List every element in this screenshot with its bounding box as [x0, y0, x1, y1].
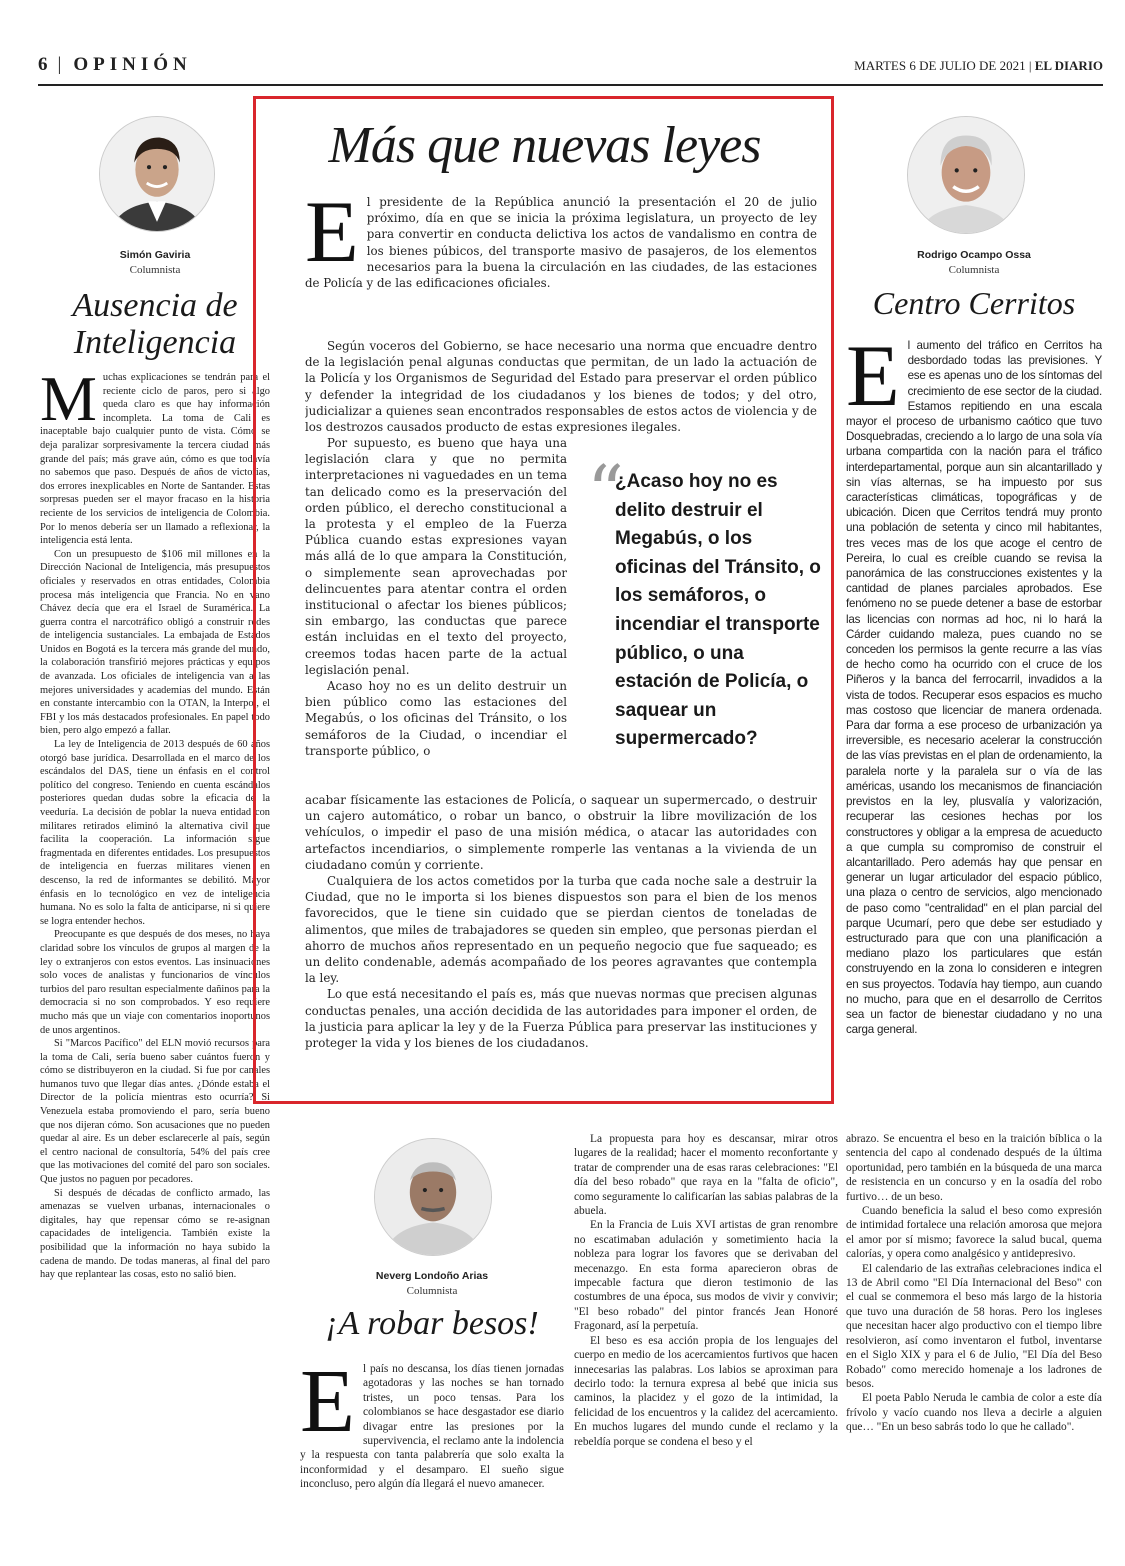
column-body-left — [40, 371, 270, 1551]
section-name: OPINIÓN — [73, 54, 192, 75]
author-photo-neverg-londono — [374, 1138, 492, 1256]
drop-cap: E — [846, 338, 900, 425]
editorial-paragraph — [305, 194, 817, 291]
page-number: 6 — [38, 54, 48, 75]
article-paragraph: abrazo. Se encuentra el beso en la traición bíblica o la sentencia del capo al condenado después de la última oportunidad, pero también en la búsqueda de una marca de resistencia en un concurso y en la osadía del robo furtivo… de un beso. — [846, 1133, 1102, 1203]
editorial-intro — [305, 194, 817, 338]
article-col-2 — [574, 1132, 838, 1552]
article-paragraph: Cuando beneficia la salud el beso como expresión de intimidad fortalece una relación amorosa que mejora el amor por sí mismo; favorece la salud bucal, quema calorías, y opera como analgésico y antidepresivo. — [846, 1205, 1102, 1261]
author-role: Columnista — [406, 1285, 458, 1297]
portrait-icon — [908, 117, 1024, 233]
column-body-right — [846, 338, 1102, 1088]
editorial-body-bottom — [305, 792, 817, 1092]
article-paragraph: El calendario de las extrañas celebraciones indica el 13 de Abril como "El Día Internacional del Beso" con el cual se conmemora el beso más largo de la historia que tuvo una duración de 58 horas. Pero los ingleses que necesitan hacer algo productivo con el tiempo libre resolvieron, así como inventaron el futbol, inventarse en el Siglo XIX y para el 6 de Julio, "El Día del Beso Robado" como merecido homenaje a los ladrones de besos. — [846, 1262, 1102, 1390]
author-photo-rodrigo-ocampo — [907, 116, 1025, 234]
drop-cap: M — [40, 371, 97, 434]
editorial-paragraph: Lo que está necesitando el país es, más que nuevas normas que precisen algunas conductas penales, una acción decidida de las autoridades para imponer el orden, de la justicia para aplicar la ley y de la Fuerza Pública para preservar las instituciones y proteger la vida y los bienes de los ciudadanos. — [305, 987, 817, 1051]
column-paragraph — [40, 371, 270, 548]
paragraph-text: l aumento del tráfico en Cerritos ha desbordado todas las previsiones. Y ese es apenas uno de los síntomas del crecimiento de ese sector de la ciudad. Estamos repitiendo en una escala mayor el proceso de urbanismo caótico que tuvo Dosquebradas, creciendo a lo largo de una sola vía urbana compartida con la nación para el tráfico interdepartamental, porque aun sin alcantarillado y sin vías alternas, se ha impuesto por sus características climáticas, topográficas y de ubicación. Dicen que Cerritos tendrá muy pronto una población de setenta y cinco mil habitantes, tres veces mas de los que acoge el centro de Pereira, lo cual es creíble cuando se revisa la panorámica de las construcciones existentes y la cantidad de planes parciales aprobados. Ese fenómeno no se puede detener a base de estorbar las licencias con normas ad hoc, ni lo hará la Cárder cuidando maleza, pues cuando no se conceden los permisos la gente recurre a las vías de hecho como ha ocurrido con el cruce de los Piñeros y la banca del ferrocarril, invadidos a la vista de todos. Recuperar esos espacios es mucho mas costoso que licenciar de manera ordenada. Para dar forma a ese proceso de urbanización ya irreversible, es necesario acelerar la construcción de las vías previstas en el plan de ordenamiento, la paralela norte y la paralela sur o vía de las américas, usando los mecanismos de financiación previstos en la ley, plusvalía y valorización, recuperar las cesiones hechas por los constructores y obligar a la empresa de acueducto a que cumpla su compromiso de construir el alcantarillado. Pero además hay que pensar en generar un lugar articulador del espacio público, una plaza o centro de servicios, algo mencionado de paso como "centralidad" en el plan parcial del parque Ucumarí, pero que debe ser estudiado y estructurado para que con una planificación a mediano plazo los particulares que están construyendo en la zona lo consideren e integren en sus proyectos. Todavía hay tiempo, aun cuando no mucho, para que en el desarrollo de Cerritos sea un factor de bienestar ciudadano y no una carga general. — [846, 339, 1102, 1037]
author-role: Columnista — [948, 264, 1000, 276]
editorial-paragraph-cont: acabar físicamente las estaciones de Policía, o saquear un supermercado, o destruir un cajero automático, o robar un banco, o obstruir la libre movilización de los vehículos, o impedir el paso de una misión médica, o atacar las autoridades con artefactos incendiarios, o simplemente romperle las ventanas a la vivienda de un ciudadano común y corriente. — [305, 793, 817, 872]
column-paragraph: Si "Marcos Pacífico" del ELN movió recursos para la toma de Cali, sería bueno saber cuántos fueron y cómo se distribuyeron en la ciudad. Si fue por canales humanos tuvo que llegar días antes. ¿Dónde estaba el Director de la policía mientras esto ocurría? Si Venezuela estaba promoviendo el paro, sería bueno que nos dijeran cómo. Son acusaciones que no pueden quedar al aire. Es un deber esclarecerle al país, según el centro nacional de consultoría, 54% del país cree que las motivaciones del comité del paro son sociales. Que justos no paguen por pecadores. — [40, 1038, 270, 1186]
editorial-title: Más que nuevas leyes — [328, 117, 761, 174]
article-paragraph: La propuesta para hoy es descansar, mirar otros lugares de la realidad; hacer el momento reconfortante y tratar de comprender una de esas raras celebraciones: "El día del beso robado" que raya en la "falta de oficio", como seguramente lo calificarían las sabias palabras de la abuela. — [574, 1133, 838, 1218]
editorial-paragraph: Por supuesto, es bueno que haya una legislación clara y que no permita interpretaciones ni vaguedades en un tema tan delicado como es la preservación del orden público, el derecho constitucional a la protesta y el empleo de la Fuerza Pública cuando estas expresiones vayan más allá de lo que ampara la Constitución, o simplemente sean aprovechadas por delincuentes para atentar contra el orden institucional o afectar los bienes públicos; sin embargo, las conductas que parece están incluidas en el texto del proyecto, creemos todas hacen parte de la actual legislación penal. — [305, 436, 567, 677]
article-paragraph — [300, 1362, 564, 1492]
drop-cap: E — [305, 194, 359, 281]
author-name: Rodrigo Ocampo Ossa — [917, 249, 1031, 261]
issue-date: MARTES 6 DE JULIO DE 2021 — [854, 58, 1026, 73]
column-paragraph: Con un presupuesto de $106 mil millones en la Dirección Nacional de Inteligencia, más presupuestos oficiales y reservados en otras entidades, Colombia procesa más inteligencia que Francia. No en vano Chávez decía que era el Israel de Suramérica. La guerra contra el narcotráfico obligó a construir redes de inteligencia sustanciales. La embajada de Estados Unidos en Bogotá es la tercera más grande del mundo, la colaboración transfirió mejores prácticas y equipos de avanzada. Los oficiales de inteligencia van a las mejores universidades y academias del mundo. Están en constante intercambio con la OTAN, la Interpol, el FBI y los más destacados profesionales. En papel todo bien, pero algo empezó a fallar. — [40, 548, 270, 737]
article-paragraph: El beso es esa acción propia de los lenguajes del cuerpo en medio de los acercamientos furtivos que hacen innecesarias las palabras. Los labios se aproximan para decirlo todo: la ternura expresa al bebé que inicia sus caminos, la placidez y el gozo de la intimidad, la felicidad de los encuentros y la calidez del acercamiento. En muchos lugares del mundo cunde el reclamo y la rebeldía porque se condena el beso y el — [574, 1334, 838, 1448]
editorial-body-top — [305, 338, 817, 435]
author-name: Neverg Londoño Arias — [375, 1270, 489, 1282]
editorial-body-narrow — [305, 435, 567, 792]
column-paragraph: La ley de Inteligencia de 2013 después de 60 años otorgó base jurídica. Desarrollada en el marco de los escándalos del DAS, tiene un énfasis en el control político del congreso. Teniendo en cuenta escándalos posteriores quedan dudas sobre la eficacia de la veeduría. La decisión de poblar la nueva entidad con militares retirados eliminó la alternativa civil que facilita la cooperación. La información sigue fragmentada en diferentes entidades. Los presupuestos de inteligencia en fuerzas militares vienen en descenso, la red de informantes se debilitó. Mayor énfasis en lo tecnológico en vez de inteligencia humana. No es solo la falta de anticiparse, ni si quiere se logra entender hechos. — [40, 739, 270, 927]
pull-quote: ¿Acaso hoy no es delito destruir el Megabús, o los oficinas del Tránsito, o los semáforos, o incendiar el transporte público, o una estación de Policía, o saquear un supermercado? — [615, 471, 821, 750]
editorial-paragraph: Acaso hoy no es un delito destruir un bien público como las estaciones del Megabús, o los oficinas del Tránsito, o los semáforos de la Ciudad, o incendiar el transporte público, o — [305, 679, 567, 758]
column-title: Centro Cerritos — [872, 285, 1076, 321]
article-col-1 — [300, 1362, 564, 1552]
header-separator: | — [57, 54, 62, 75]
column-paragraph — [846, 338, 1102, 1037]
portrait-icon — [375, 1139, 491, 1255]
article-paragraph: El poeta Pablo Neruda le cambia de color a este día frívolo y vacío cuando nos lleva a decirle a alguien que… "En un beso sabrás todo lo que he callado". — [846, 1392, 1102, 1434]
article-paragraph: En la Francia de Luis XVI artistas de gran renombre no escatimaban adulación y sometimiento hacia la nobleza para lograr los favores que se derivaban del mecenazgo. En esta forma aparecieron obras de impecable factura que dieron testimonio de las costumbres de una época, sus modos de vivir y convivir; "El beso robado" del pintor francés Jean Honoré Fragonard, así la perpetuía. — [574, 1219, 838, 1333]
column-paragraph: Si después de décadas de conflicto armado, las amenazas se vuelven urbanas, internacionales o digitales, hay que repensar cómo se re-asignan capacidades de inteligencia. También existe la posibilidad que la información no haya subido la cadena de mando. De todas maneras, al final del paro hay que replantear las cosas, esto no salió bien. — [40, 1187, 270, 1281]
paragraph-text: l presidente de la República anunció la presentación el 20 de julio próximo, día en que se inicia la próxima legislatura, un proyecto de ley para convertir en conducta delictiva los actos de vandalismo en contra de los bienes púbicos, del transporte masivo de pasajeros, de los elementos necesarios para la buena la circulación en las ciudades, de las estaciones de Policía y de las edificaciones oficiales. — [305, 195, 817, 291]
dateline: MARTES 6 DE JULIO DE 2021 | EL DIARIO — [854, 58, 1103, 73]
column-title: Ausencia de Inteligencia — [72, 287, 238, 361]
newspaper-name: EL DIARIO — [1034, 58, 1103, 73]
editorial-paragraph: Según voceros del Gobierno, se hace necesario una norma que encuadre dentro de la legislación penal algunas conductas que permitan, de un lado la actuación de la Policía y los Organismos de Seguridad del Estado para preservar el orden público y defender la integridad de los ciudadanos y los bienes de todos; y del otro, judicializar a quienes sean encontrados responsables de estos actos de violencia y de los destrozos causados producto de estas expresiones ilegales. — [305, 339, 817, 435]
column-paragraph: Preocupante es que después de dos meses, no haya claridad sobre los vínculos de grupos al margen de la ley o extranjeros con estos eventos. Las insinuaciones solo voces de analistas y funcionarios de vínculos turbios del paro resultan especialmente dañinos para la democracia si no son comprobados. Y eso requiere mucho más que un viaje con comentarios inoportunos de unos argentinos. — [40, 929, 270, 1036]
portrait-icon — [100, 117, 214, 231]
header-rule — [38, 84, 1103, 86]
editorial-paragraph: Cualquiera de los actos cometidos por la turba que cada noche sale a destruir la Ciudad, que no le importa si los bienes dispuestos son para el bien de los menos favorecidos, que le tiene sin cuidado que se pierdan cientos de toneladas de alimentos, que miles de trabajadores se queden sin empleo, que personas pierdan el ahorro de muchos años representado en un pequeño negocio que fue saqueado; es un delito condenable, además acompañado de los peores agravantes que contempla la ley. — [305, 874, 817, 986]
page-section-header — [38, 54, 192, 76]
article-col-3 — [846, 1132, 1102, 1552]
author-photo-simon-gaviria — [99, 116, 215, 232]
paragraph-text: uchas explicaciones se tendrán para el reciente ciclo de paros, pero si algo queda claro es que hay información incompleta. La toma de Cali es inaceptable bajo cualquier punto de vista. Cómo se deja paralizar sorpresivamente la tercera ciudad más grande del país; más grave aún, cómo es que todavía no sabemos que paso. Después de años de victorias, dos errores inexplicables en Norte de Santander. Estas sorpresas pueden ser el mayor fracaso en la historia reciente de los servicios de inteligencia de Colombia. Por lo menos debería ser un llamado a reflexionar, la inteligencia está lenta. — [40, 372, 270, 547]
paragraph-text: l país no descansa, los días tienen jornadas agotadoras y las noches se han tornado tristes, un poco tensas. Para los colombianos se hace desgastador ese diario divagar entre las presiones por la supervivencia, el reclamo ante la indolencia y la respuesta con tanta palabrería que solo exalta la inconformidad y el desamparo. El sueño sigue inconcluso, pero algún día llegará el nuevo amanecer. — [300, 1363, 564, 1491]
drop-cap: E — [300, 1362, 355, 1451]
author-role: Columnista — [129, 264, 181, 276]
quote-mark-icon: “ — [587, 450, 624, 534]
author-name: Simón Gaviria — [119, 249, 191, 261]
column-title: ¡A robar besos! — [325, 1305, 539, 1342]
